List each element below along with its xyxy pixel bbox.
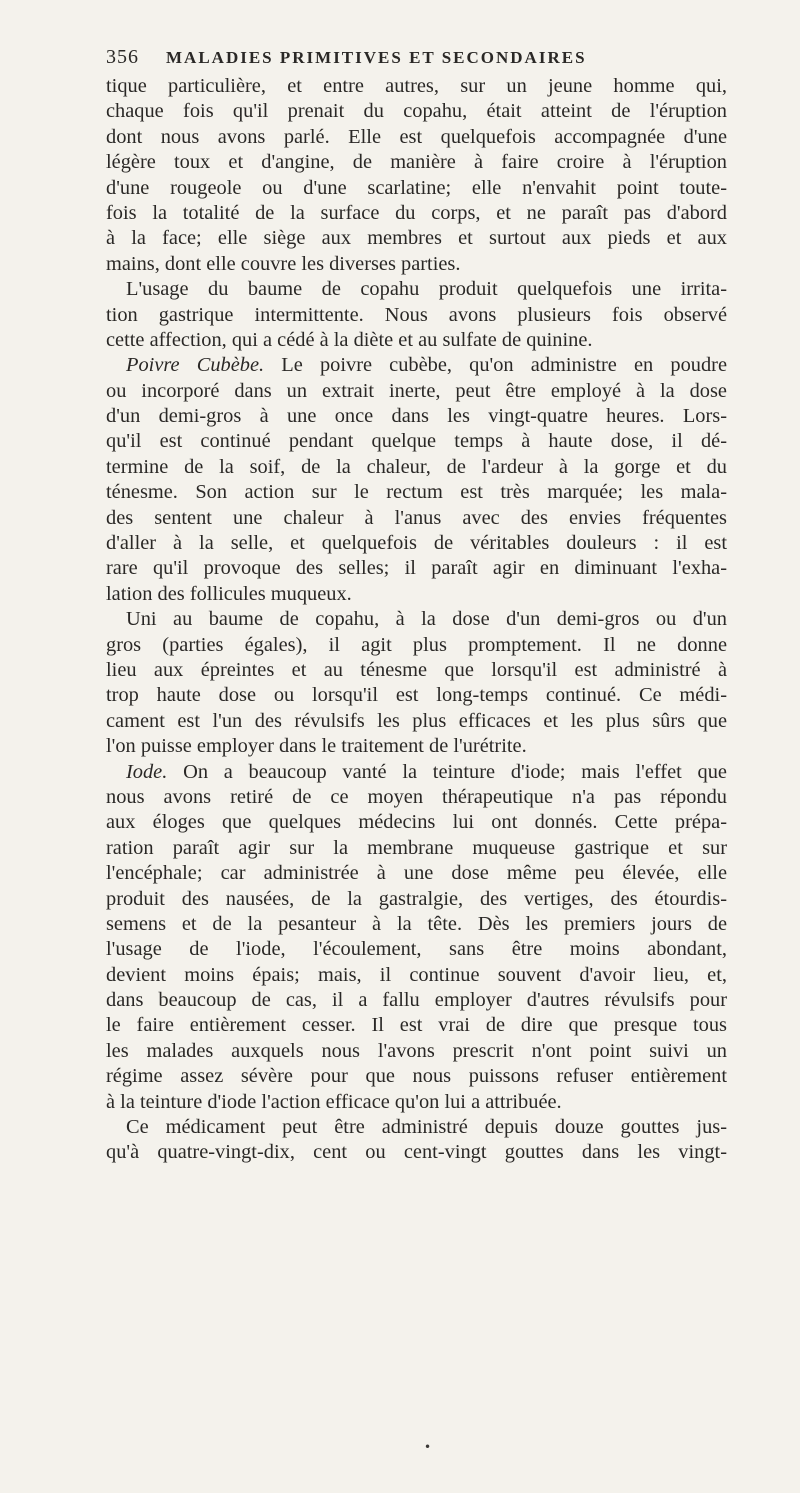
text-line: Uni au baume de copahu, à la dose d'un demi-gros ou d'un	[126, 608, 727, 631]
text-line: d'aller à la selle, et quelquefois de véritables douleurs : il est	[106, 532, 727, 555]
section-heading-poivre-cubebe: Poivre Cubèbe.	[126, 354, 265, 377]
text-line: tion gastrique intermittente. Nous avons plusieurs fois observé	[106, 303, 727, 326]
page-header	[106, 46, 726, 74]
text-line: dont nous avons parlé. Elle est quelquefois accompagnée d'une	[106, 125, 727, 148]
text-line: L'usage du baume de copahu produit quelquefois une irrita-	[126, 278, 727, 301]
text-line: tique particulière, et entre autres, sur un jeune homme qui,	[106, 75, 727, 97]
text-line-rest: On a beaucoup vanté la teinture d'iode; mais l'effet que	[183, 760, 727, 783]
text-line: légère toux et d'angine, de manière à faire croire à l'éruption	[106, 151, 727, 174]
text-line: mains, dont elle couvre les diverses parties.	[106, 252, 461, 275]
text-line: l'encéphale; car administrée à une dose même peu élevée, elle	[106, 862, 727, 885]
text-line: d'un demi-gros à une once dans les vingt-quatre heures. Lors-	[106, 405, 727, 428]
text-line: ration paraît agir sur la membrane muqueuse gastrique et sur	[106, 836, 727, 859]
text-line: des sentent une chaleur à l'anus avec des envies fréquentes	[106, 506, 727, 529]
text-line: les malades auxquels nous l'avons prescrit n'ont point suivi un	[106, 1039, 727, 1062]
running-title: MALADIES PRIMITIVES ET SECONDAIRES	[166, 48, 587, 67]
text-line: gros (parties égales), il agit plus promptement. Il ne donne	[106, 633, 727, 656]
text-line: qu'il est continué pendant quelque temps à haute dose, il dé-	[106, 430, 727, 453]
text-line: cette affection, qui a cédé à la diète et au sulfate de quinine.	[106, 328, 593, 351]
text-line: fois la totalité de la surface du corps, et ne paraît pas d'abord	[106, 201, 727, 224]
text-line: nous avons retiré de ce moyen thérapeutique n'a pas répondu	[106, 785, 727, 808]
text-line-with-heading	[106, 353, 727, 378]
text-line: à la teinture d'iode l'action efficace qu'on lui a attribuée.	[106, 1090, 562, 1113]
page-number: 356	[106, 46, 139, 68]
text-line: à la face; elle siège aux membres et surtout aux pieds et aux	[106, 227, 727, 250]
ink-speck: •	[424, 1440, 432, 1454]
text-line: produit des nausées, de la gastralgie, des vertiges, des étourdis-	[106, 887, 727, 910]
body-text	[106, 74, 727, 1166]
text-line: ténesme. Son action sur le rectum est très marquée; les mala-	[106, 481, 727, 504]
text-line-rest: Le poivre cubèbe, qu'on administre en poudre	[281, 354, 728, 377]
text-line: semens et de la pesanteur à la tête. Dès les premiers jours de	[106, 912, 727, 935]
text-line: Ce médicament peut être administré depuis douze gouttes jus-	[126, 1116, 727, 1139]
text-line: termine de la soif, de la chaleur, de l'ardeur à la gorge et du	[106, 455, 727, 478]
text-line: aux éloges que quelques médecins lui ont donnés. Cette prépa-	[106, 811, 727, 834]
text-line: le faire entièrement cesser. Il est vrai de dire que presque tous	[106, 1014, 727, 1037]
text-line: régime assez sévère pour que nous puissons refuser entièrement	[106, 1065, 727, 1088]
text-line: qu'à quatre-vingt-dix, cent ou cent-vingt gouttes dans les vingt-	[106, 1141, 727, 1164]
text-line: cament est l'un des révulsifs les plus efficaces et les plus sûrs que	[106, 709, 727, 732]
text-line: chaque fois qu'il prenait du copahu, était atteint de l'éruption	[106, 100, 727, 123]
text-line: d'une rougeole ou d'une scarlatine; elle n'envahit point toute-	[106, 176, 727, 199]
text-line: trop haute dose ou lorsqu'il est long-temps continué. Ce médi-	[106, 684, 727, 707]
text-line: ou incorporé dans un extrait inerte, peut être employé à la dose	[106, 379, 727, 402]
text-line: dans beaucoup de cas, il a fallu employer d'autres révulsifs pour	[106, 989, 727, 1012]
text-line-with-heading	[106, 760, 727, 785]
text-line: lieu aux épreintes et au ténesme que lorsqu'il est administré à	[106, 658, 727, 681]
text-line: devient moins épais; mais, il continue souvent d'avoir lieu, et,	[106, 963, 727, 986]
text-line: lation des follicules muqueux.	[106, 582, 352, 605]
text-line: l'on puisse employer dans le traitement de l'urétrite.	[106, 735, 527, 758]
section-heading-iode: Iode.	[126, 760, 168, 783]
text-line: l'usage de l'iode, l'écoulement, sans être moins abondant,	[106, 938, 727, 961]
text-line: rare qu'il provoque des selles; il paraît agir en diminuant l'exha-	[106, 557, 727, 580]
